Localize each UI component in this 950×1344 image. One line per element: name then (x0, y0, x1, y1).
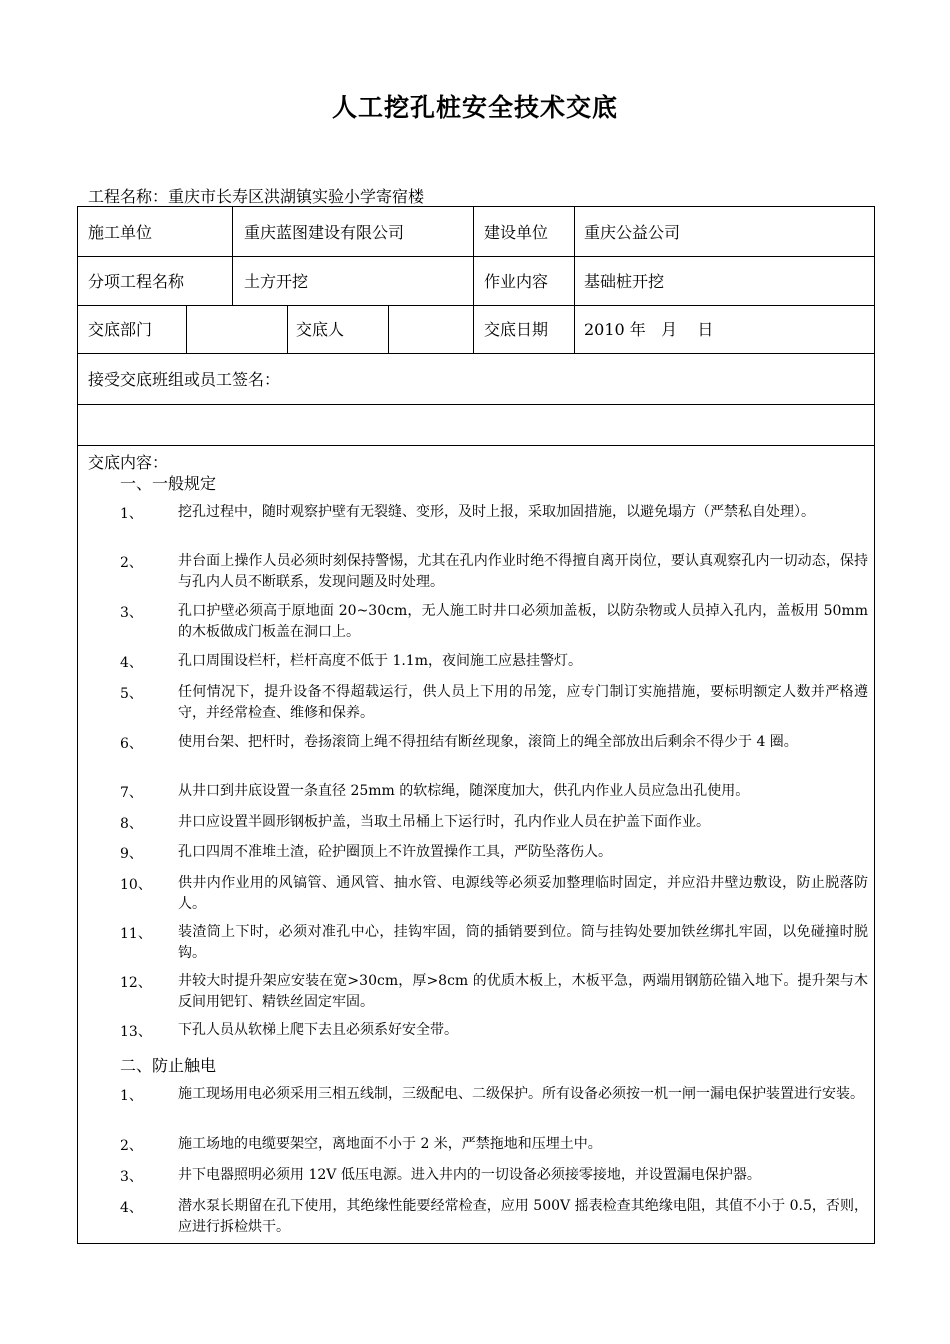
row-divider (78, 404, 874, 405)
item-text: 井口应设置半圆形钢板护盖，当取土吊桶上下运行时，孔内作业人员在护盖下面作业。 (178, 814, 710, 830)
item-number: 10、 (120, 877, 152, 893)
column-divider (232, 207, 233, 305)
item-number: 9、 (120, 846, 143, 862)
item-number: 3、 (120, 1169, 143, 1185)
owner-unit-value: 重庆公益公司 (584, 223, 681, 242)
item-number: 1、 (120, 1088, 143, 1104)
item-text: 潜水泵长期留在孔下使用，其绝缘性能要经常检查，应用 500V 摇表检查其绝缘电阻，其值不小于 0.5，否则，应进行拆检烘干。 (178, 1198, 868, 1235)
subproject-value: 土方开挖 (244, 272, 309, 291)
row-divider (78, 353, 874, 354)
item-text: 井较大时提升架应安装在宽>30cm，厚>8cm 的优质木板上，木板平急，两端用钢筋砼锚入地下。提升架与木反间用钯钉、精铁丝固定牢固。 (178, 973, 868, 1010)
content-label: 交底内容： (88, 453, 169, 472)
section-heading: 二、防止触电 (120, 1056, 217, 1075)
item-number: 4、 (120, 1200, 143, 1216)
work-content-label: 作业内容 (484, 272, 549, 291)
signature-label: 接受交底班组或员工签名： (88, 370, 281, 389)
column-divider (287, 305, 288, 353)
item-number: 11、 (120, 926, 152, 942)
item-text: 孔口四周不准堆土渣，砼护圈顶上不许放置操作工具，严防坠落伤人。 (178, 844, 612, 860)
item-text: 施工场地的电缆要架空，离地面不小于 2 米，严禁拖地和压埋土中。 (178, 1136, 602, 1152)
dept-label: 交底部门 (88, 320, 153, 339)
item-text: 供井内作业用的风镐管、通风管、抽水管、电源线等必须妥加整理临时固定，并应沿井壁边敷设，防止脱落防人。 (178, 875, 868, 912)
date-value: 2010 年 月 日 (584, 320, 714, 339)
item-text: 使用台架、把杆时，卷扬滚筒上绳不得扭结有断丝现象，滚筒上的绳全部放出后剩余不得少于 4 圈。 (178, 734, 798, 750)
item-number: 8、 (120, 816, 143, 832)
item-number: 7、 (120, 785, 143, 801)
item-text: 井下电器照明必须用 12V 低压电源。进入井内的一切设备必须接零接地，并设置漏电保护器。 (178, 1167, 761, 1183)
construction-unit-label: 施工单位 (88, 223, 153, 242)
item-text: 井台面上操作人员必须时刻保持警惕，尤其在孔内作业时绝不得擅自离开岗位，要认真观察孔内一切动态，保持与孔内人员不断联系，发现问题及时处理。 (178, 553, 868, 590)
item-number: 6、 (120, 736, 143, 752)
date-label: 交底日期 (484, 320, 549, 339)
subproject-label: 分项工程名称 (88, 272, 185, 291)
item-text: 下孔人员从软梯上爬下去且必须系好安全带。 (178, 1022, 458, 1038)
item-number: 12、 (120, 975, 152, 991)
construction-unit-value: 重庆蓝图建设有限公司 (244, 223, 405, 242)
project-name: 工程名称：重庆市长寿区洪湖镇实验小学寄宿楼 (88, 187, 425, 206)
item-text: 从井口到井底设置一条直径 25mm 的软棕绳，随深度加大，供孔内作业人员应急出孔使用。 (178, 783, 750, 799)
item-text: 孔口护壁必须高于原地面 20~30cm，无人施工时井口必须加盖板，以防杂物或人员掉入孔内，盖板用 50mm 的木板做成门板盖在洞口上。 (178, 603, 868, 640)
work-content-value: 基础桩开挖 (584, 272, 665, 291)
item-text: 装渣筒上下时，必须对准孔中心，挂钩牢固，筒的插销要到位。筒与挂钩处要加铁丝绑扎牢固，以免碰撞时脱钩。 (178, 924, 868, 961)
item-text: 施工现场用电必须采用三相五线制，三级配电、二级保护。所有设备必须按一机一闸一漏电保护装置进行安装。 (178, 1086, 864, 1102)
column-divider (574, 207, 575, 353)
item-number: 13、 (120, 1024, 152, 1040)
item-text: 任何情况下，提升设备不得超载运行，供人员上下用的吊笼，应专门制订实施措施，要标明额定人数并严格遵守，并经常检查、维修和保养。 (178, 684, 868, 721)
item-text: 孔口周围设栏杆，栏杆高度不低于 1.1m，夜间施工应悬挂警灯。 (178, 653, 582, 669)
item-number: 2、 (120, 555, 143, 571)
item-number: 3、 (120, 605, 143, 621)
item-number: 1、 (120, 506, 143, 522)
column-divider (186, 305, 187, 353)
document-title: 人工挖孔桩安全技术交底 (331, 93, 618, 122)
owner-unit-label: 建设单位 (484, 223, 549, 242)
row-divider (78, 445, 874, 446)
row-divider (78, 305, 874, 306)
disclosure-form (77, 206, 875, 1244)
item-number: 5、 (120, 686, 143, 702)
column-divider (473, 207, 474, 353)
item-number: 2、 (120, 1138, 143, 1154)
column-divider (388, 305, 389, 353)
section-heading: 一、一般规定 (120, 474, 217, 493)
item-text: 挖孔过程中，随时观察护壁有无裂缝、变形，及时上报，采取加固措施，以避免塌方（严禁私自处理）。 (178, 504, 815, 520)
item-number: 4、 (120, 655, 143, 671)
row-divider (78, 256, 874, 257)
person-label: 交底人 (296, 320, 345, 339)
